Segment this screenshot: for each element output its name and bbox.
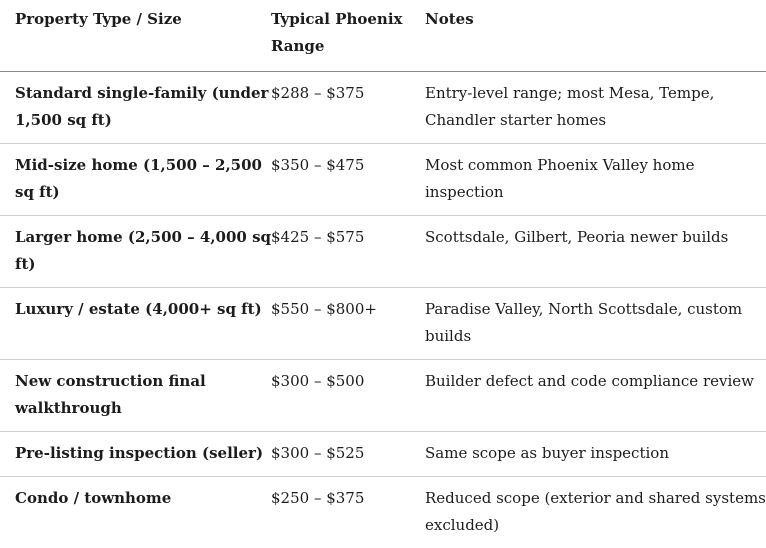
cell-price-range: $425 – $575 [271, 216, 425, 288]
cell-property-type: Mid-size home (1,500 – 2,500 sq ft) [0, 144, 271, 216]
cell-notes: Entry-level range; most Mesa, Tempe, Chandler starter homes [425, 72, 766, 144]
cell-property-type: New construction final walkthrough [0, 360, 271, 432]
cell-property-type: Pre-listing inspection (seller) [0, 432, 271, 477]
cell-price-range: $300 – $500 [271, 360, 425, 432]
cell-property-type: Larger home (2,500 – 4,000 sq ft) [0, 216, 271, 288]
header-typical-range: Typical Phoenix Range [271, 0, 425, 72]
cell-notes: Builder defect and code compliance review [425, 360, 766, 432]
cell-property-type: Luxury / estate (4,000+ sq ft) [0, 288, 271, 360]
cell-price-range: $250 – $375 [271, 489, 365, 507]
cell-notes: Most common Phoenix Valley home inspection [425, 144, 766, 216]
table-row [0, 72, 766, 144]
table-row [0, 144, 766, 216]
header-row [0, 0, 766, 72]
cell-price-range: $550 – $800+ [271, 288, 425, 360]
cell-property-type: Condo / townhome [15, 489, 172, 507]
cell-notes: Scottsdale, Gilbert, Peoria newer builds [425, 216, 766, 288]
table-row [0, 288, 766, 360]
cell-price-range: $300 – $525 [271, 432, 425, 477]
cell-property-type: Standard single-family (under 1,500 sq ft) [0, 72, 271, 144]
table-row [0, 216, 766, 288]
table-row [0, 360, 766, 432]
table-row [0, 432, 766, 477]
table-header [0, 0, 766, 72]
header-property-type: Property Type / Size [0, 0, 271, 72]
cell-notes: Paradise Valley, North Scottsdale, custom builds [425, 288, 766, 360]
cell-notes: Same scope as buyer inspection [425, 432, 766, 477]
table-row [0, 477, 766, 548]
cell-notes: Reduced scope (exterior and shared systems excluded) [425, 489, 766, 534]
header-notes: Notes [425, 0, 766, 72]
table-body [0, 72, 766, 548]
cell-price-range: $350 – $475 [271, 144, 425, 216]
cell-price-range: $288 – $375 [271, 72, 425, 144]
